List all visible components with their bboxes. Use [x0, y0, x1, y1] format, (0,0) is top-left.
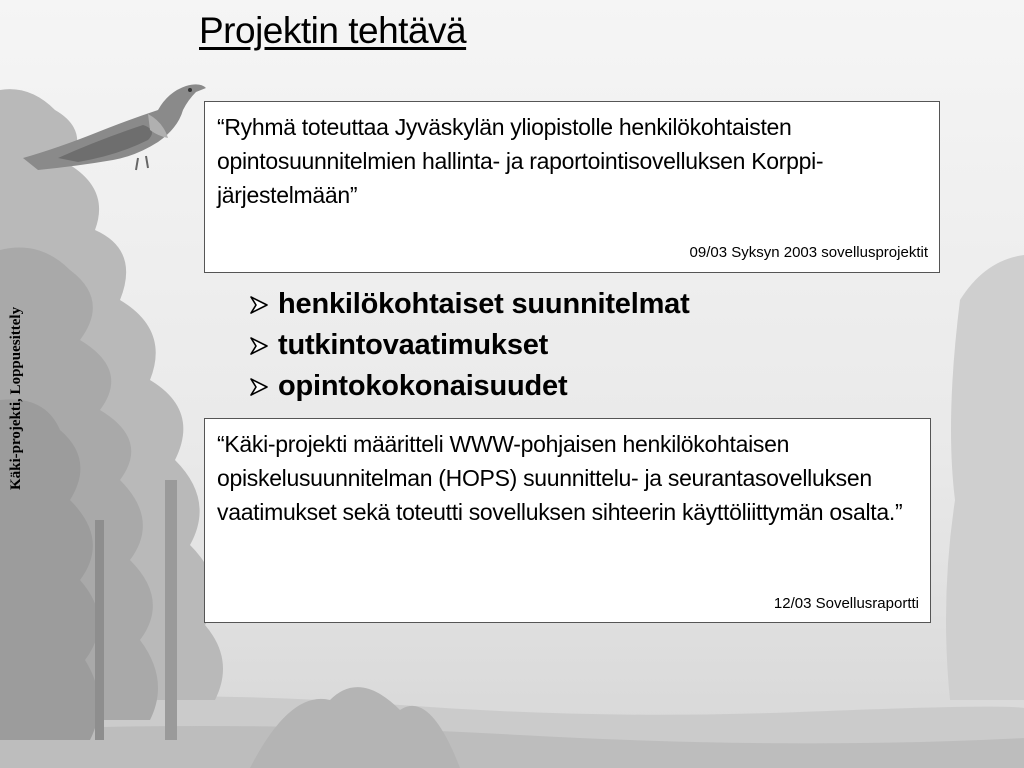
list-item-label: opintokokonaisuudet [278, 370, 568, 402]
quote-box-report [204, 418, 931, 623]
quote-source: 12/03 Sovellusraportti [773, 595, 919, 612]
side-caption: Käki-projekti, Loppuesittely [8, 306, 24, 490]
quote-source: 09/03 Syksyn 2003 sovellusprojektit [689, 244, 928, 261]
slide-title: Projektin tehtävä [199, 10, 467, 51]
arrow-bullet-icon [248, 376, 270, 398]
list-item-label: tutkintovaatimukset [278, 329, 549, 361]
list-item [248, 284, 690, 325]
list-item [248, 366, 690, 407]
quote-text: “Ryhmä toteuttaa Jyväskylän yliopistolle henkilökohtaisten opintosuunnitelmien hallinta- ja raportointisovelluksen Korppi-järjestelmään” [217, 114, 824, 208]
quote-text: “Käki-projekti määritteli WWW-pohjaisen henkilökohtaisen opiskelusuunnitelman (HOPS) suunnittelu- ja seurantasovelluksen vaatimukset sekä toteutti sovelluksen sihteerin käyttöliittymän osalta.” [217, 431, 903, 525]
arrow-bullet-icon [248, 335, 270, 357]
task-list [248, 284, 690, 407]
arrow-bullet-icon [248, 294, 270, 316]
list-item [248, 325, 690, 366]
list-item-label: henkilökohtaiset suunnitelmat [278, 288, 690, 320]
cuckoo-bird-icon [18, 70, 208, 180]
quote-box-assignment [204, 101, 940, 273]
